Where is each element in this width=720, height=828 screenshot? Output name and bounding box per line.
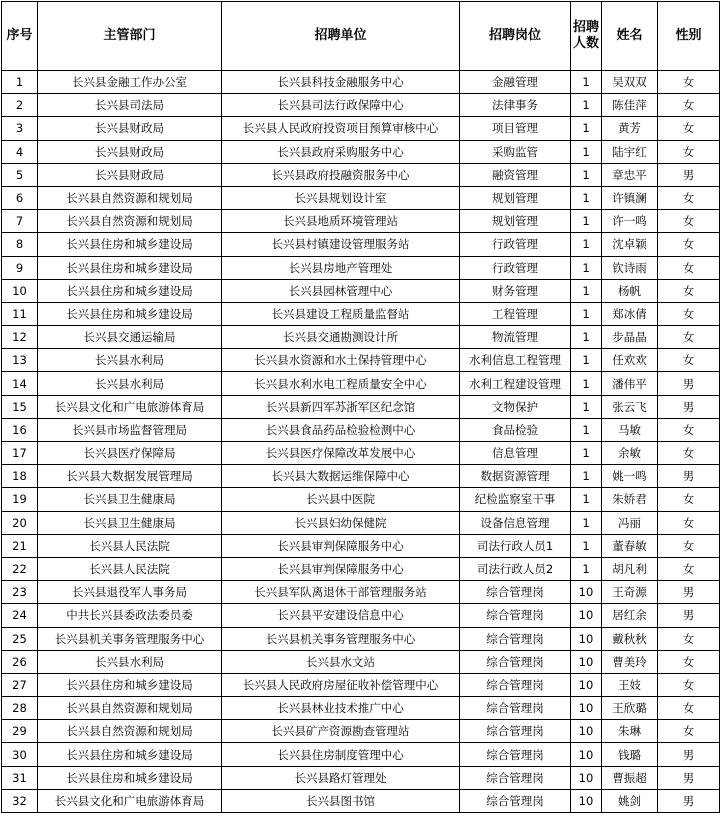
- table-row: [2, 650, 720, 673]
- table-row: [2, 117, 720, 140]
- cell-position: 综合管理岗: [460, 650, 571, 673]
- cell-department: 长兴县医疗保障局: [38, 442, 222, 465]
- cell-name: 许一鸣: [602, 210, 658, 233]
- cell-department: 长兴县自然资源和规划局: [38, 210, 222, 233]
- cell-position: 规划管理: [460, 186, 571, 209]
- cell-department: 长兴县住房和城乡建设局: [38, 766, 222, 789]
- header-headcount: 招聘人数: [571, 2, 602, 71]
- cell-gender: 女: [658, 650, 720, 673]
- cell-gender: 女: [658, 326, 720, 349]
- cell-index: 7: [2, 210, 38, 233]
- cell-employer: 长兴县大数据运维保障中心: [222, 465, 460, 488]
- cell-position: 信息管理: [460, 442, 571, 465]
- cell-gender: 男: [658, 372, 720, 395]
- cell-department: 长兴县人民法院: [38, 557, 222, 580]
- cell-position: 财务管理: [460, 279, 571, 302]
- cell-index: 26: [2, 650, 38, 673]
- cell-position: 行政管理: [460, 233, 571, 256]
- cell-department: 长兴县住房和城乡建设局: [38, 673, 222, 696]
- cell-name: 胡凡利: [602, 557, 658, 580]
- table-row: [2, 163, 720, 186]
- cell-index: 10: [2, 279, 38, 302]
- cell-gender: 女: [658, 210, 720, 233]
- cell-position: 规划管理: [460, 210, 571, 233]
- cell-employer: 长兴县军队离退休干部管理服务站: [222, 581, 460, 604]
- cell-headcount: 1: [571, 465, 602, 488]
- cell-department: 长兴县住房和城乡建设局: [38, 256, 222, 279]
- cell-name: 余敏: [602, 442, 658, 465]
- cell-employer: 长兴县审判保障服务中心: [222, 534, 460, 557]
- header-name: 姓名: [602, 2, 658, 71]
- cell-employer: 长兴县园林管理中心: [222, 279, 460, 302]
- cell-index: 4: [2, 140, 38, 163]
- cell-index: 19: [2, 488, 38, 511]
- cell-name: 王奇源: [602, 581, 658, 604]
- cell-name: 董春敏: [602, 534, 658, 557]
- cell-employer: 长兴县医疗保障改革发展中心: [222, 442, 460, 465]
- header-index: 序号: [2, 2, 38, 71]
- cell-employer: 长兴县中医院: [222, 488, 460, 511]
- cell-headcount: 1: [571, 372, 602, 395]
- cell-index: 14: [2, 372, 38, 395]
- table-row: [2, 511, 720, 534]
- cell-department: 长兴县自然资源和规划局: [38, 697, 222, 720]
- table-row: [2, 372, 720, 395]
- table-row: [2, 442, 720, 465]
- cell-name: 步晶晶: [602, 326, 658, 349]
- header-position: 招聘岗位: [460, 2, 571, 71]
- cell-name: 冯丽: [602, 511, 658, 534]
- table-row: [2, 743, 720, 766]
- cell-position: 数据资源管理: [460, 465, 571, 488]
- table-row: [2, 789, 720, 812]
- table-row: [2, 766, 720, 789]
- cell-gender: 女: [658, 233, 720, 256]
- cell-employer: 长兴县林业技术推广中心: [222, 697, 460, 720]
- cell-employer: 长兴县妇幼保健院: [222, 511, 460, 534]
- table-row: [2, 256, 720, 279]
- table-row: [2, 94, 720, 117]
- cell-gender: 女: [658, 349, 720, 372]
- cell-department: 长兴县自然资源和规划局: [38, 186, 222, 209]
- cell-gender: 男: [658, 465, 720, 488]
- cell-department: 长兴县住房和城乡建设局: [38, 743, 222, 766]
- cell-name: 姚一鸣: [602, 465, 658, 488]
- header-gender: 性别: [658, 2, 720, 71]
- cell-position: 综合管理岗: [460, 627, 571, 650]
- cell-department: 长兴县财政局: [38, 140, 222, 163]
- cell-employer: 长兴县政府采购服务中心: [222, 140, 460, 163]
- cell-gender: 女: [658, 140, 720, 163]
- cell-gender: 女: [658, 442, 720, 465]
- cell-index: 6: [2, 186, 38, 209]
- cell-headcount: 10: [571, 697, 602, 720]
- cell-headcount: 1: [571, 326, 602, 349]
- table-row: [2, 418, 720, 441]
- cell-department: 长兴县水利局: [38, 372, 222, 395]
- cell-department: 长兴县机关事务管理服务中心: [38, 627, 222, 650]
- cell-name: 王妓: [602, 673, 658, 696]
- cell-position: 项目管理: [460, 117, 571, 140]
- cell-index: 27: [2, 673, 38, 696]
- cell-name: 许镇澜: [602, 186, 658, 209]
- cell-employer: 长兴县平安建设信息中心: [222, 604, 460, 627]
- cell-employer: 长兴县食品药品检验检测中心: [222, 418, 460, 441]
- cell-department: 长兴县文化和广电旅游体育局: [38, 789, 222, 812]
- cell-headcount: 1: [571, 488, 602, 511]
- cell-headcount: 1: [571, 210, 602, 233]
- cell-name: 姚剑: [602, 789, 658, 812]
- cell-employer: 长兴县建设工程质量监督站: [222, 302, 460, 325]
- table-row: [2, 488, 720, 511]
- cell-headcount: 10: [571, 766, 602, 789]
- cell-position: 司法行政人员1: [460, 534, 571, 557]
- cell-department: 长兴县财政局: [38, 117, 222, 140]
- cell-index: 15: [2, 395, 38, 418]
- cell-employer: 长兴县水利水电工程质量安全中心: [222, 372, 460, 395]
- table-row: [2, 673, 720, 696]
- cell-department: 长兴县金融工作办公室: [38, 71, 222, 94]
- cell-name: 戴秋秋: [602, 627, 658, 650]
- cell-position: 综合管理岗: [460, 604, 571, 627]
- cell-department: 长兴县人民法院: [38, 534, 222, 557]
- cell-name: 居红余: [602, 604, 658, 627]
- cell-headcount: 10: [571, 604, 602, 627]
- cell-department: 长兴县交通运输局: [38, 326, 222, 349]
- cell-headcount: 1: [571, 279, 602, 302]
- cell-department: 长兴县水利局: [38, 349, 222, 372]
- cell-gender: 女: [658, 302, 720, 325]
- cell-position: 综合管理岗: [460, 697, 571, 720]
- cell-index: 22: [2, 557, 38, 580]
- cell-employer: 长兴县矿产资源勘查管理站: [222, 720, 460, 743]
- cell-headcount: 10: [571, 720, 602, 743]
- cell-gender: 女: [658, 94, 720, 117]
- cell-index: 23: [2, 581, 38, 604]
- cell-name: 沈卓颖: [602, 233, 658, 256]
- table-row: [2, 210, 720, 233]
- cell-employer: 长兴县人民政府房屋征收补偿管理中心: [222, 673, 460, 696]
- cell-gender: 男: [658, 743, 720, 766]
- table-row: [2, 604, 720, 627]
- cell-department: 长兴县住房和城乡建设局: [38, 302, 222, 325]
- cell-name: 陆宇红: [602, 140, 658, 163]
- cell-gender: 男: [658, 581, 720, 604]
- cell-gender: 男: [658, 604, 720, 627]
- cell-gender: 男: [658, 395, 720, 418]
- cell-name: 吴双双: [602, 71, 658, 94]
- cell-headcount: 1: [571, 534, 602, 557]
- cell-department: 长兴县水利局: [38, 650, 222, 673]
- cell-index: 1: [2, 71, 38, 94]
- cell-department: 长兴县财政局: [38, 163, 222, 186]
- cell-employer: 长兴县交通勘测设计所: [222, 326, 460, 349]
- cell-index: 3: [2, 117, 38, 140]
- cell-headcount: 10: [571, 673, 602, 696]
- cell-index: 2: [2, 94, 38, 117]
- cell-name: 陈佳萍: [602, 94, 658, 117]
- cell-employer: 长兴县住房制度管理中心: [222, 743, 460, 766]
- cell-employer: 长兴县新四军苏浙军区纪念馆: [222, 395, 460, 418]
- cell-employer: 长兴县司法行政保障中心: [222, 94, 460, 117]
- header-employer: 招聘单位: [222, 2, 460, 71]
- cell-gender: 女: [658, 279, 720, 302]
- cell-gender: 女: [658, 418, 720, 441]
- cell-name: 杨帆: [602, 279, 658, 302]
- table-row: [2, 302, 720, 325]
- cell-index: 32: [2, 789, 38, 812]
- cell-gender: 女: [658, 117, 720, 140]
- cell-index: 21: [2, 534, 38, 557]
- cell-employer: 长兴县图书馆: [222, 789, 460, 812]
- table-body: [2, 71, 720, 813]
- cell-position: 行政管理: [460, 256, 571, 279]
- table-row: [2, 326, 720, 349]
- cell-index: 16: [2, 418, 38, 441]
- cell-headcount: 1: [571, 395, 602, 418]
- cell-department: 长兴县司法局: [38, 94, 222, 117]
- cell-headcount: 10: [571, 581, 602, 604]
- cell-position: 水利工程建设管理: [460, 372, 571, 395]
- cell-position: 综合管理岗: [460, 743, 571, 766]
- cell-index: 8: [2, 233, 38, 256]
- cell-employer: 长兴县水文站: [222, 650, 460, 673]
- cell-gender: 女: [658, 511, 720, 534]
- table-row: [2, 279, 720, 302]
- cell-gender: 男: [658, 766, 720, 789]
- cell-name: 章忠平: [602, 163, 658, 186]
- cell-position: 纪检监察室干事: [460, 488, 571, 511]
- cell-department: 长兴县卫生健康局: [38, 488, 222, 511]
- table-row: [2, 697, 720, 720]
- cell-index: 28: [2, 697, 38, 720]
- cell-position: 综合管理岗: [460, 789, 571, 812]
- cell-department: 长兴县退役军人事务局: [38, 581, 222, 604]
- cell-headcount: 1: [571, 163, 602, 186]
- cell-headcount: 1: [571, 71, 602, 94]
- cell-employer: 长兴县机关事务管理服务中心: [222, 627, 460, 650]
- cell-index: 18: [2, 465, 38, 488]
- cell-department: 长兴县卫生健康局: [38, 511, 222, 534]
- cell-employer: 长兴县地质环境管理站: [222, 210, 460, 233]
- cell-headcount: 1: [571, 186, 602, 209]
- table-row: [2, 534, 720, 557]
- cell-department: 长兴县住房和城乡建设局: [38, 279, 222, 302]
- header-department: 主管部门: [38, 2, 222, 71]
- cell-employer: 长兴县路灯管理处: [222, 766, 460, 789]
- cell-name: 朱娇君: [602, 488, 658, 511]
- cell-gender: 男: [658, 789, 720, 812]
- table-row: [2, 627, 720, 650]
- cell-index: 31: [2, 766, 38, 789]
- cell-gender: 女: [658, 720, 720, 743]
- table-row: [2, 233, 720, 256]
- cell-name: 朱琳: [602, 720, 658, 743]
- cell-name: 钱璐: [602, 743, 658, 766]
- cell-gender: 女: [658, 488, 720, 511]
- cell-index: 29: [2, 720, 38, 743]
- cell-headcount: 1: [571, 256, 602, 279]
- table-row: [2, 720, 720, 743]
- cell-position: 设备信息管理: [460, 511, 571, 534]
- cell-department: 长兴县住房和城乡建设局: [38, 233, 222, 256]
- cell-headcount: 1: [571, 442, 602, 465]
- cell-position: 综合管理岗: [460, 581, 571, 604]
- cell-gender: 女: [658, 673, 720, 696]
- cell-index: 13: [2, 349, 38, 372]
- cell-department: 长兴县大数据发展管理局: [38, 465, 222, 488]
- cell-employer: 长兴县政府投融资服务中心: [222, 163, 460, 186]
- cell-headcount: 1: [571, 94, 602, 117]
- cell-index: 11: [2, 302, 38, 325]
- cell-employer: 长兴县科技金融服务中心: [222, 71, 460, 94]
- cell-position: 食品检验: [460, 418, 571, 441]
- cell-index: 30: [2, 743, 38, 766]
- cell-headcount: 10: [571, 650, 602, 673]
- cell-index: 25: [2, 627, 38, 650]
- cell-index: 17: [2, 442, 38, 465]
- cell-index: 24: [2, 604, 38, 627]
- cell-gender: 女: [658, 256, 720, 279]
- cell-index: 12: [2, 326, 38, 349]
- cell-position: 融资管理: [460, 163, 571, 186]
- cell-name: 曹美玲: [602, 650, 658, 673]
- cell-gender: 女: [658, 186, 720, 209]
- cell-position: 法律事务: [460, 94, 571, 117]
- cell-headcount: 1: [571, 117, 602, 140]
- cell-name: 马敏: [602, 418, 658, 441]
- cell-index: 20: [2, 511, 38, 534]
- cell-headcount: 1: [571, 233, 602, 256]
- header-row: [2, 2, 720, 71]
- table-row: [2, 557, 720, 580]
- recruitment-table: [1, 1, 720, 813]
- cell-position: 物流管理: [460, 326, 571, 349]
- cell-headcount: 1: [571, 418, 602, 441]
- cell-name: 张云飞: [602, 395, 658, 418]
- cell-name: 潘伟平: [602, 372, 658, 395]
- cell-position: 金融管理: [460, 71, 571, 94]
- table-row: [2, 186, 720, 209]
- cell-headcount: 1: [571, 140, 602, 163]
- cell-gender: 男: [658, 163, 720, 186]
- cell-headcount: 10: [571, 627, 602, 650]
- cell-index: 9: [2, 256, 38, 279]
- table-row: [2, 581, 720, 604]
- cell-name: 钦诗雨: [602, 256, 658, 279]
- table-row: [2, 349, 720, 372]
- cell-employer: 长兴县房地产管理处: [222, 256, 460, 279]
- cell-position: 综合管理岗: [460, 673, 571, 696]
- cell-position: 综合管理岗: [460, 766, 571, 789]
- cell-gender: 女: [658, 627, 720, 650]
- table-row: [2, 465, 720, 488]
- cell-name: 黄芳: [602, 117, 658, 140]
- table-row: [2, 71, 720, 94]
- cell-headcount: 10: [571, 789, 602, 812]
- cell-position: 文物保护: [460, 395, 571, 418]
- cell-employer: 长兴县水资源和水土保持管理中心: [222, 349, 460, 372]
- cell-department: 长兴县文化和广电旅游体育局: [38, 395, 222, 418]
- cell-name: 任欢欢: [602, 349, 658, 372]
- table-row: [2, 395, 720, 418]
- cell-headcount: 10: [571, 743, 602, 766]
- cell-position: 工程管理: [460, 302, 571, 325]
- cell-name: 王欣璐: [602, 697, 658, 720]
- cell-position: 采购监管: [460, 140, 571, 163]
- cell-department: 长兴县自然资源和规划局: [38, 720, 222, 743]
- cell-name: 曹振超: [602, 766, 658, 789]
- cell-employer: 长兴县村镇建设管理服务站: [222, 233, 460, 256]
- cell-position: 水利信息工程管理: [460, 349, 571, 372]
- cell-index: 5: [2, 163, 38, 186]
- cell-employer: 长兴县人民政府投资项目预算审核中心: [222, 117, 460, 140]
- cell-gender: 女: [658, 557, 720, 580]
- cell-department: 长兴县市场监督管理局: [38, 418, 222, 441]
- cell-headcount: 1: [571, 511, 602, 534]
- table-row: [2, 140, 720, 163]
- cell-position: 综合管理岗: [460, 720, 571, 743]
- cell-gender: 女: [658, 697, 720, 720]
- cell-headcount: 1: [571, 349, 602, 372]
- cell-employer: 长兴县审判保障服务中心: [222, 557, 460, 580]
- cell-gender: 女: [658, 534, 720, 557]
- cell-employer: 长兴县规划设计室: [222, 186, 460, 209]
- cell-name: 郑冰倩: [602, 302, 658, 325]
- cell-headcount: 1: [571, 302, 602, 325]
- cell-department: 中共长兴县委政法委员委: [38, 604, 222, 627]
- cell-position: 司法行政人员2: [460, 557, 571, 580]
- cell-gender: 女: [658, 71, 720, 94]
- cell-headcount: 1: [571, 557, 602, 580]
